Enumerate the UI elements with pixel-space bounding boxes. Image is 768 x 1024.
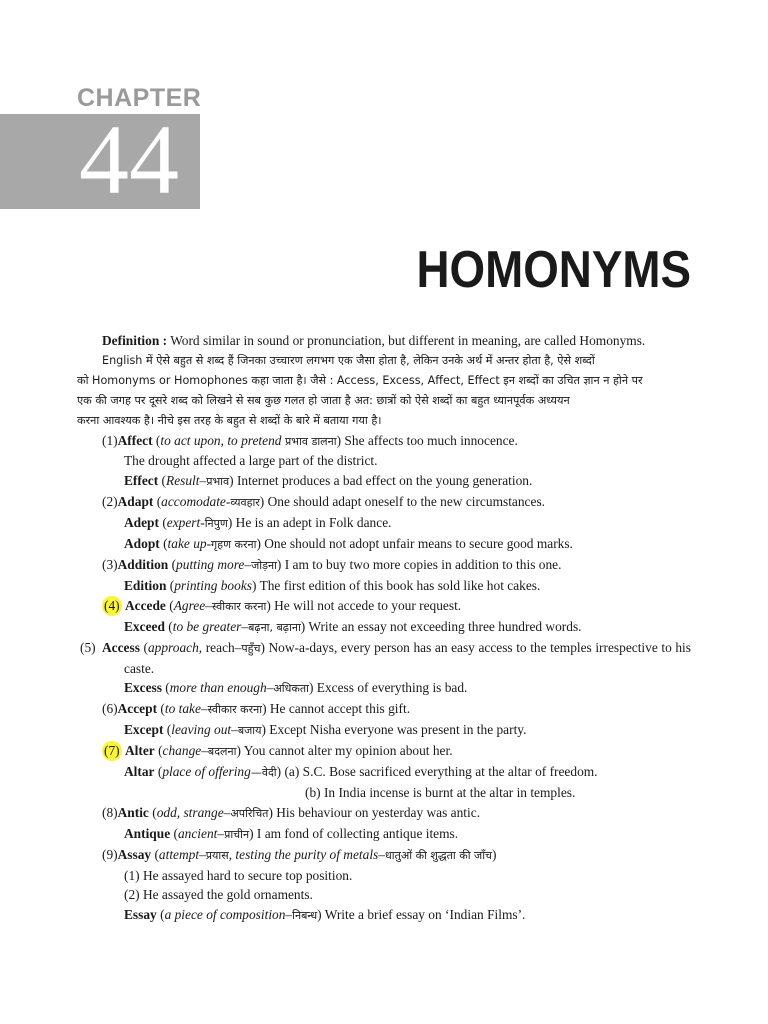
intro-line: करना आवश्यक है। नीचे इस तरह के बहुत से शब्दों के बारे में बताया गया है। <box>77 413 382 427</box>
example-sentence: One should not adopt unfair means to secure good marks. <box>264 536 573 552</box>
homonym-word: Exceed <box>124 618 165 634</box>
example-sentence: (1) He assayed hard to secure top position. <box>124 867 353 883</box>
content-body <box>77 331 691 926</box>
paren-close: ) <box>249 825 257 841</box>
paren-close: ) <box>266 597 275 613</box>
homonym-word: Adept <box>124 515 159 531</box>
homonym-word: Access <box>102 639 140 655</box>
entry-line <box>77 555 691 576</box>
meaning-english: attempt– <box>158 846 206 862</box>
meaning-english: expert- <box>166 515 205 531</box>
paren-close: ) <box>251 577 260 593</box>
entry-line <box>77 845 691 866</box>
homonym-word: Accede <box>124 597 166 613</box>
definition-text: Word similar in sound or pronunciation, but different in meaning, are called Homonyms. <box>167 333 646 348</box>
homonym-word: Altar <box>124 764 155 780</box>
intro-line: English में ऐसे बहुत से शब्द हैं जिनका उच्चारण लगभग एक जैसा होता है, लेकिन उनके अर्थ में अन्तर होता है, ऐसे शब्दों <box>102 353 595 367</box>
meaning-hindi: प्रभाव डालना <box>281 434 337 448</box>
meaning-english: take up- <box>167 536 212 552</box>
entry-line <box>77 617 691 638</box>
chapter-number: 44 <box>79 104 179 215</box>
paren-open: ( <box>152 432 161 448</box>
paren-close: ) <box>308 680 317 696</box>
entry-number: (2) <box>102 494 118 510</box>
entry-number: (8) <box>102 804 118 820</box>
entry-number: (7) <box>102 741 122 761</box>
paren-open: ( <box>163 722 172 738</box>
paren-open: ( <box>159 536 168 552</box>
meaning-hindi: गृहण करना <box>211 538 257 552</box>
homonym-word: Excess <box>124 680 162 696</box>
paren-open: ( <box>139 639 148 655</box>
meaning-english: to take– <box>164 701 208 717</box>
paren-open: ( <box>164 618 173 634</box>
entry-line <box>77 824 691 845</box>
paren-close: ) <box>336 432 345 448</box>
paren-close: ) <box>256 536 265 552</box>
meaning-english-plain: reach– <box>202 639 242 655</box>
paren-close: ) <box>300 618 309 634</box>
meaning-english: approach, <box>147 639 203 655</box>
paren-open: ( <box>153 494 162 510</box>
example-sentence: He is an adept in Folk dance. <box>235 515 392 531</box>
entry-line <box>77 762 691 783</box>
meaning-hindi: व्यवहार <box>230 496 260 510</box>
homonym-word: Effect <box>124 473 159 489</box>
entry-number: (6) <box>102 701 118 717</box>
homonym-word: Affect <box>117 432 153 448</box>
paren-open: ( <box>148 804 157 820</box>
homonym-word: Essay <box>124 907 157 923</box>
paren-open: ( <box>161 680 170 696</box>
entry-line <box>77 471 691 492</box>
entry-line <box>77 905 691 926</box>
entry-line <box>77 431 691 452</box>
entry-line <box>77 451 691 471</box>
paren-close: ) <box>236 743 244 759</box>
meaning-hindi: निबन्ध <box>292 909 318 923</box>
example-sentence: (2) He assayed the gold ornaments. <box>124 887 313 903</box>
meaning-hindi: स्वीकार करना <box>207 703 263 717</box>
example-sentence: (a) S.C. Bose sacrificed everything at the altar of freedom. <box>284 764 598 780</box>
meaning-hindi: —वेदी <box>250 766 277 780</box>
entry-line <box>77 885 691 905</box>
meaning-english: accomodate- <box>161 494 231 510</box>
meaning-hindi: बदलना <box>207 745 237 759</box>
meaning-english: putting more– <box>176 556 252 572</box>
paren-open: ( <box>165 597 174 613</box>
example-sentence: I am fond of collecting antique items. <box>256 825 459 841</box>
paren-close: ) <box>317 907 325 923</box>
meaning-english: Result– <box>166 473 207 489</box>
meaning-english: odd, strange– <box>156 804 231 820</box>
example-sentence: He cannot accept this gift. <box>269 701 411 717</box>
meaning-hindi: अधिकता <box>273 682 309 696</box>
meaning-hindi: प्राचीन <box>224 827 250 841</box>
homonym-word: Antic <box>117 804 149 820</box>
meaning-hindi: बजाय <box>237 724 262 738</box>
example-sentence: (b) In India incense is burnt at the altar in temples. <box>305 784 576 800</box>
paren-open: ( <box>158 473 167 489</box>
meaning-hindi: निपुण <box>204 517 228 531</box>
example-sentence: She affects too much innocence. <box>344 432 518 448</box>
homonym-word: Addition <box>117 556 169 572</box>
meaning-english: , testing the purity of metals– <box>228 846 385 862</box>
meaning-english: to act upon, to pretend <box>160 432 282 448</box>
chapter-label: CHAPTER <box>77 84 202 112</box>
intro-line: को Homonyms or Homophones कहा जाता है। जैसे : Access, Excess, Affect, Effect इन शब्दों का उचित ज्ञान न होने पर <box>77 373 643 387</box>
paren-close: ) <box>261 722 270 738</box>
meaning-hindi: जोड़ना <box>251 558 277 572</box>
entry-line <box>77 783 691 803</box>
meaning-hindi: धातुओं की शुद्धता की जाँच <box>384 848 493 862</box>
example-sentence: Write a brief essay on ‘Indian Films’. <box>324 907 526 923</box>
meaning-english: Agree– <box>173 597 212 613</box>
meaning-english: leaving out– <box>171 722 238 738</box>
example-sentence: Except Nisha everyone was present in the party. <box>269 722 527 738</box>
paren-close: ) <box>227 515 236 531</box>
meaning-english: ancient– <box>177 825 225 841</box>
homonym-word: Except <box>124 722 164 738</box>
meaning-hindi: अपरिचित <box>230 806 269 820</box>
example-sentence: His behaviour on yesterday was antic. <box>276 804 481 820</box>
paren-close: ) <box>492 846 497 862</box>
entry-line <box>77 803 691 824</box>
entry-number: (1) <box>102 432 118 448</box>
meaning-english: more than enough– <box>169 680 274 696</box>
meaning-english: printing books <box>174 577 252 593</box>
example-sentence: Write an essay not exceeding three hundred words. <box>308 618 582 634</box>
definition-term: Definition : <box>102 333 168 348</box>
entry-line <box>77 513 691 534</box>
paren-open: ( <box>157 701 165 717</box>
entry-number: (9) <box>102 846 118 862</box>
entry-line <box>77 720 691 741</box>
paren-open: ( <box>166 577 175 593</box>
example-sentence: Now-a-days, every person has an easy access to the temples irrespective to his caste. <box>124 639 691 676</box>
paren-open: ( <box>158 515 167 531</box>
homonym-word: Assay <box>117 846 152 862</box>
entry-line <box>77 596 691 617</box>
meaning-hindi: पहुँच <box>241 641 261 655</box>
paren-close: ) <box>229 473 237 489</box>
meaning-hindi: स्वीकार करना <box>211 599 267 613</box>
paren-close: ) <box>262 701 270 717</box>
meaning-english: change– <box>162 743 208 759</box>
paren-close: ) <box>276 764 285 780</box>
paren-open: ( <box>154 764 163 780</box>
paren-open: ( <box>154 743 163 759</box>
example-sentence: You cannot alter my opinion about her. <box>243 743 453 759</box>
example-sentence: One should adapt oneself to the new circumstances. <box>267 494 546 510</box>
example-sentence: The first edition of this book has sold like hot cakes. <box>259 577 541 593</box>
entry-line <box>77 866 691 886</box>
homonym-word: Antique <box>124 825 171 841</box>
paren-open: ( <box>156 907 165 923</box>
page-title: HOMONYMS <box>416 241 691 299</box>
entry-line <box>77 576 691 596</box>
paren-open: ( <box>168 556 177 572</box>
paren-open: ( <box>151 846 159 862</box>
entry-line <box>77 741 691 762</box>
example-sentence: He will not accede to your request. <box>274 597 462 613</box>
example-sentence: Internet produces a bad effect on the young generation. <box>236 473 533 489</box>
homonym-word: Edition <box>124 577 167 593</box>
homonym-word: Adapt <box>117 494 154 510</box>
entry-line <box>77 534 691 555</box>
homonym-word: Accept <box>117 701 158 717</box>
paren-open: ( <box>170 825 178 841</box>
paren-close: ) <box>268 804 277 820</box>
entry-line <box>77 492 691 513</box>
entry-number: (4) <box>102 596 122 616</box>
intro-line: एक की जगह पर दूसरे शब्द को लिखने से सब कुछ गलत हो जाता है अत: छात्रों को ऐसे शब्दों का बहुत ध्यानपूर्वक अध्ययन <box>77 393 570 407</box>
entry-line: (5)Access (approach, reach–पहुँच) Now-a-days, every person has an easy access to the temples irrespective to his caste. <box>80 639 691 676</box>
example-sentence: I am to buy two more copies in addition to this one. <box>284 556 562 572</box>
meaning-hindi: प्रयास <box>205 848 229 862</box>
entry-line <box>77 678 691 699</box>
meaning-english: a piece of composition– <box>164 907 293 923</box>
entry-line <box>77 699 691 720</box>
meaning-hindi: बढ़ना, बढ़ाना <box>248 620 301 634</box>
example-sentence: Excess of everything is bad. <box>316 680 468 696</box>
example-sentence: The drought affected a large part of the district. <box>124 453 378 469</box>
paren-close: ) <box>260 639 269 655</box>
homonym-list <box>77 431 691 927</box>
meaning-english: place of offering <box>162 764 251 780</box>
meaning-english: to be greater– <box>172 618 249 634</box>
homonym-word: Alter <box>124 743 155 759</box>
entry-number: (3) <box>102 556 118 572</box>
definition <box>77 331 691 351</box>
paren-close: ) <box>276 556 285 572</box>
homonym-word: Adopt <box>124 536 160 552</box>
paren-close: ) <box>259 494 268 510</box>
meaning-hindi: प्रभाव <box>206 475 230 489</box>
